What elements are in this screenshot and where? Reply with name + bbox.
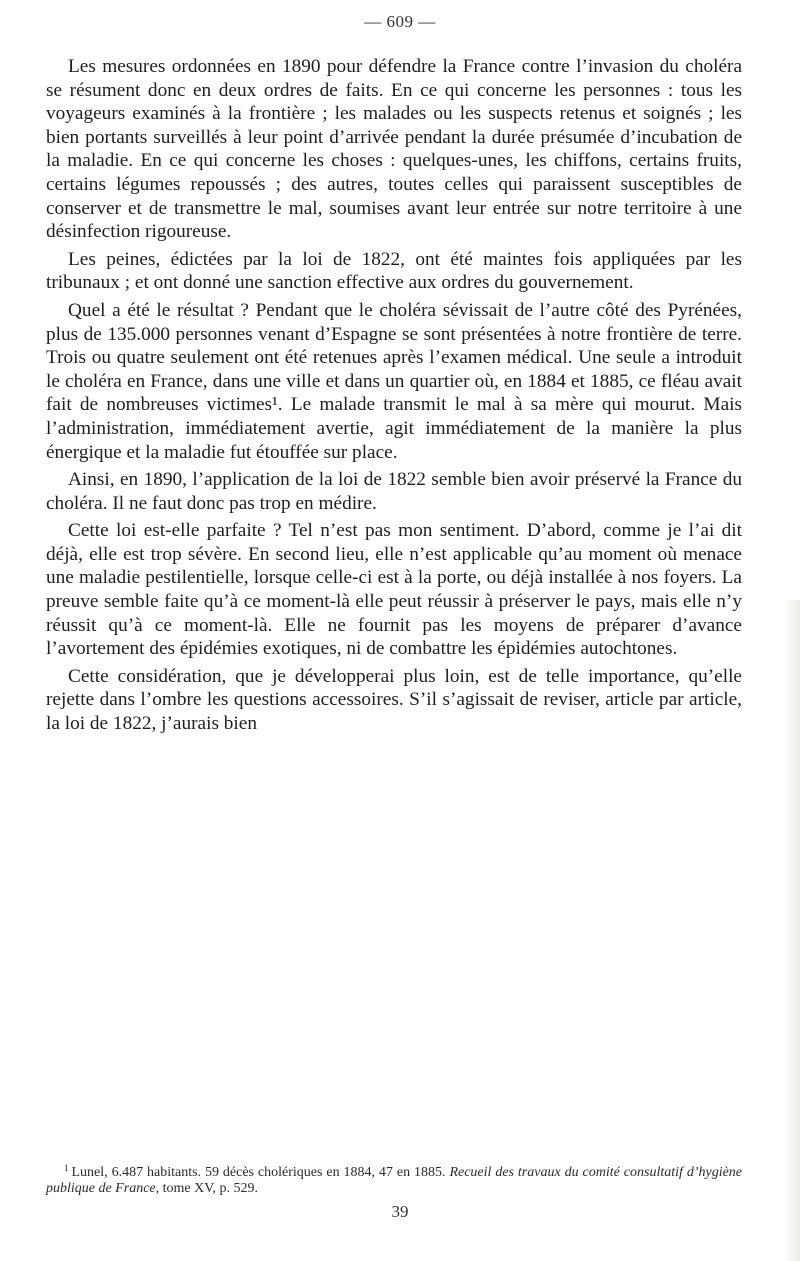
- paragraph-measures: Les mesures ordonnées en 1890 pour défendre la France contre l’invasion du choléra se résument donc en deux ordres de faits. En ce qui concerne les personnes : tous les voyageurs examinés à la frontière ; les malades ou les suspects retenus et soignés ; les bien portants surveillés à leur point d’arrivée pendant la durée présumée d’incubation de la maladie. En ce qui concerne les choses : quelques-unes, les chiffons, certains fruits, certains légumes repoussés ; des autres, toutes celles qui paraissent susceptibles de conserver et de transmettre le mal, soumises avant leur entrée sur notre territoire à une désinfection rigoureuse.: [46, 56, 742, 243]
- paragraph-critique: Cette loi est-elle parfaite ? Tel n’est pas mon sentiment. D’abord, comme je l’ai dit déjà, elle est trop sévère. En second lieu, elle n’est applicable qu’au moment où menace une maladie pestilentielle, lorsque celle-ci est à la porte, ou déjà installée à nos foyers. La preuve semble faite qu’à ce moment-là elle peut réussir à préserver le pays, mais elle n’y réussit qu’à ce moment-là. Elle ne fournit pas les moyens de préparer d’avance l’avortement des épidémies exotiques, ni de combattre les épidémies autochtones.: [46, 520, 742, 660]
- footnote-text: Lunel, 6.487 habitants. 59 décès cholériques en 1884, 47 en 1885.: [71, 1165, 446, 1180]
- footnote-marker: 1: [64, 1163, 69, 1173]
- footnote: [46, 1160, 742, 1197]
- paragraph-result: Quel a été le résultat ? Pendant que le choléra sévissait de l’autre côté des Pyrénées, plus de 135.000 personnes venant d’Espagne se sont présentées à notre frontière de terre. Trois ou quatre seulement ont été retenues après l’examen médical. Une seule a introduit le choléra en France, dans une ville et dans un quartier où, en 1884 et 1885, ce fléau avait fait de nombreuses victimes¹. Le malade transmit le mal à sa mère qui mourut. Mais l’administration, immédiatement avertie, agit immédiatement de la manière la plus énergique et la maladie fut étouffée sur place.: [46, 299, 742, 463]
- body-text: [46, 55, 742, 736]
- footnote-ref: tome XV, p. 529.: [162, 1181, 259, 1196]
- paragraph-consideration: Cette considération, que je développerai plus loin, est de telle importance, qu’elle rejette dans l’ombre les questions accessoires. S’il s’agissait de reviser, article par article, la loi de 1822, j’aurais bien: [46, 665, 742, 735]
- page-edge-shadow: [782, 600, 800, 1261]
- paragraph-conclusion: Ainsi, en 1890, l’application de la loi de 1822 semble bien avoir préservé la France du choléra. Il ne faut donc pas trop en médire.: [46, 469, 742, 514]
- printer-signature-mark: 39: [391, 1202, 409, 1221]
- page-number: — 609 —: [364, 12, 436, 31]
- footnote-title: Recueil des travaux du comité consultatif d’hygiène publique de France,: [46, 1165, 743, 1196]
- paragraph-penalties: Les peines, édictées par la loi de 1822, ont été maintes fois appliquées par les tribunaux ; et ont donné une sanction effective aux ordres du gouvernement.: [46, 248, 742, 294]
